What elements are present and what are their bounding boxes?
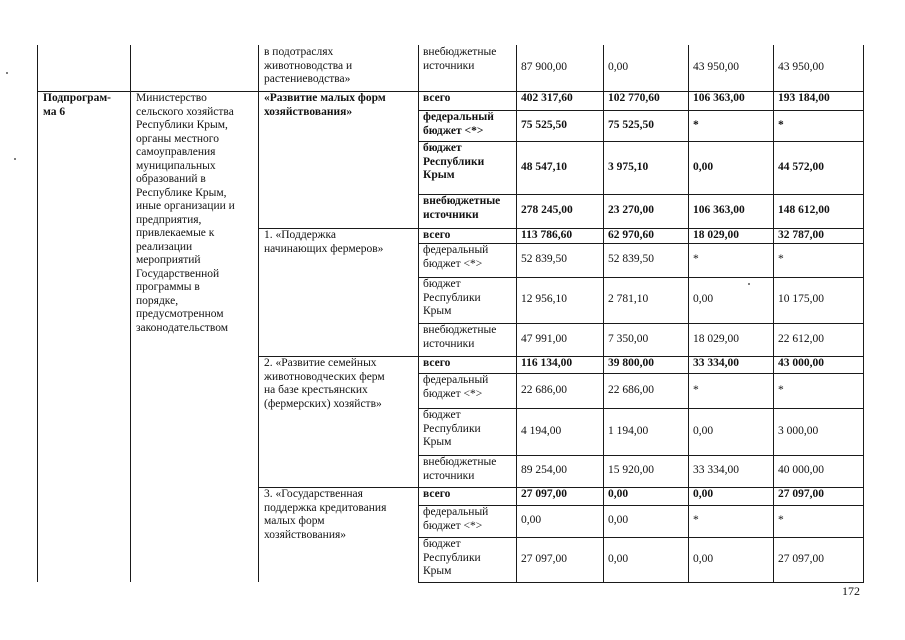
value-cell: 116 134,00 bbox=[521, 357, 573, 369]
value-cell: 43 950,00 bbox=[778, 61, 824, 73]
funding-source-cell: федеральный бюджет <*> bbox=[423, 244, 489, 270]
value-cell: 18 029,00 bbox=[693, 333, 739, 345]
value-cell: 27 097,00 bbox=[778, 488, 824, 500]
value-cell: 2 781,10 bbox=[608, 293, 649, 305]
funding-source-cell: всего bbox=[423, 357, 451, 369]
table-rule-horizontal bbox=[418, 582, 864, 583]
value-cell: 106 363,00 bbox=[693, 204, 745, 216]
activity-name: 1. «Поддержка начинающих фермеров» bbox=[264, 229, 384, 255]
funding-source-cell: федеральный бюджет <*> bbox=[423, 111, 494, 137]
activity-name: в подотраслях животноводства и растениеводства» bbox=[264, 46, 353, 85]
value-cell: 0,00 bbox=[608, 553, 629, 565]
value-cell: 113 786,60 bbox=[521, 229, 573, 241]
funding-source-cell: всего bbox=[423, 488, 451, 500]
subprogram-status-cell: Подпрограм- ма 6 bbox=[43, 92, 111, 118]
funding-source-cell: бюджет Республики Крым bbox=[423, 142, 485, 181]
value-cell: * bbox=[693, 514, 699, 526]
value-cell: * bbox=[778, 514, 784, 526]
value-cell: 193 184,00 bbox=[778, 92, 830, 104]
value-cell: 23 270,00 bbox=[608, 204, 654, 216]
table-rule-horizontal bbox=[418, 537, 864, 538]
value-cell: * bbox=[778, 384, 784, 396]
value-cell: 22 612,00 bbox=[778, 333, 824, 345]
scan-speck bbox=[6, 72, 8, 74]
table-rule-horizontal bbox=[418, 141, 864, 142]
value-cell: 0,00 bbox=[693, 553, 714, 565]
value-cell: 43 000,00 bbox=[778, 357, 824, 369]
funding-source-cell: бюджет Республики Крым bbox=[423, 278, 481, 317]
table-rule-vertical bbox=[773, 45, 774, 582]
table-rule-vertical bbox=[130, 45, 131, 582]
value-cell: 402 317,60 bbox=[521, 92, 573, 104]
value-cell: 0,00 bbox=[608, 61, 629, 73]
funding-source-cell: всего bbox=[423, 92, 451, 104]
value-cell: * bbox=[693, 119, 699, 131]
value-cell: 52 839,50 bbox=[521, 253, 567, 265]
value-cell: 44 572,00 bbox=[778, 161, 824, 173]
table-rule-horizontal bbox=[418, 408, 864, 409]
value-cell: 1 194,00 bbox=[608, 425, 649, 437]
value-cell: 12 956,10 bbox=[521, 293, 567, 305]
funding-source-cell: внебюджетные источники bbox=[423, 456, 497, 482]
value-cell: 0,00 bbox=[608, 488, 629, 500]
value-cell: 33 334,00 bbox=[693, 464, 739, 476]
responsible-executor-cell: Министерство сельского хозяйства Республики Крым, органы местного самоуправления муниципальных образований в Республике Крым, иные организации и предприятия, привлекаемые к реализации мероприятий Государственной программы в порядке, предусмотренном законодательством bbox=[136, 92, 235, 334]
value-cell: 89 254,00 bbox=[521, 464, 567, 476]
value-cell: 18 029,00 bbox=[693, 229, 739, 241]
value-cell: 106 363,00 bbox=[693, 92, 745, 104]
value-cell: 0,00 bbox=[521, 514, 542, 526]
table-rule-vertical bbox=[688, 45, 689, 582]
value-cell: * bbox=[778, 253, 784, 265]
activity-name: 3. «Государственная поддержка кредитования малых форм хозяйствования» bbox=[264, 488, 387, 541]
value-cell: 278 245,00 bbox=[521, 204, 573, 216]
activity-name: 2. «Развитие семейных животноводческих ферм на базе крестьянских (фермерских) хозяйств» bbox=[264, 357, 385, 410]
value-cell: 0,00 bbox=[608, 514, 629, 526]
funding-source-cell: внебюджетные источники bbox=[423, 195, 501, 221]
value-cell: 7 350,00 bbox=[608, 333, 649, 345]
value-cell: 4 194,00 bbox=[521, 425, 562, 437]
value-cell: 33 334,00 bbox=[693, 357, 739, 369]
value-cell: * bbox=[693, 253, 699, 265]
activity-name: «Развитие малых форм хозяйствования» bbox=[264, 92, 386, 118]
value-cell: 43 950,00 bbox=[693, 61, 739, 73]
value-cell: 0,00 bbox=[693, 161, 714, 173]
value-cell: 47 991,00 bbox=[521, 333, 567, 345]
table-rule-vertical bbox=[258, 45, 259, 582]
funding-source-cell: всего bbox=[423, 229, 451, 241]
value-cell: 27 097,00 bbox=[521, 553, 567, 565]
value-cell: 22 686,00 bbox=[608, 384, 654, 396]
scan-speck bbox=[14, 158, 16, 160]
table-rule-vertical bbox=[516, 45, 517, 582]
value-cell: * bbox=[693, 384, 699, 396]
table-rule-vertical bbox=[37, 45, 38, 582]
value-cell: 40 000,00 bbox=[778, 464, 824, 476]
value-cell: 22 686,00 bbox=[521, 384, 567, 396]
value-cell: 10 175,00 bbox=[778, 293, 824, 305]
value-cell: 3 975,10 bbox=[608, 161, 649, 173]
table-rule-horizontal bbox=[418, 277, 864, 278]
table-rule-vertical bbox=[603, 45, 604, 582]
value-cell: 0,00 bbox=[693, 425, 714, 437]
value-cell: 52 839,50 bbox=[608, 253, 654, 265]
value-cell: 148 612,00 bbox=[778, 204, 830, 216]
funding-source-cell: федеральный бюджет <*> bbox=[423, 506, 489, 532]
table-rule-vertical bbox=[418, 45, 419, 582]
table-rule-vertical bbox=[863, 45, 864, 582]
value-cell: 3 000,00 bbox=[778, 425, 819, 437]
value-cell: * bbox=[778, 119, 784, 131]
value-cell: 62 970,60 bbox=[608, 229, 654, 241]
funding-source-cell: внебюджетные источники bbox=[423, 46, 497, 72]
value-cell: 102 770,60 bbox=[608, 92, 660, 104]
value-cell: 39 800,00 bbox=[608, 357, 654, 369]
funding-source-cell: бюджет Республики Крым bbox=[423, 538, 481, 577]
value-cell: 27 097,00 bbox=[778, 553, 824, 565]
value-cell: 75 525,50 bbox=[521, 119, 567, 131]
value-cell: 27 097,00 bbox=[521, 488, 567, 500]
value-cell: 0,00 bbox=[693, 488, 714, 500]
page-number: 172 bbox=[842, 584, 860, 598]
value-cell: 15 920,00 bbox=[608, 464, 654, 476]
value-cell: 48 547,10 bbox=[521, 161, 567, 173]
scan-speck bbox=[748, 283, 750, 285]
value-cell: 32 787,00 bbox=[778, 229, 824, 241]
value-cell: 75 525,50 bbox=[608, 119, 654, 131]
funding-source-cell: бюджет Республики Крым bbox=[423, 409, 481, 448]
funding-source-cell: федеральный бюджет <*> bbox=[423, 374, 489, 400]
value-cell: 0,00 bbox=[693, 293, 714, 305]
funding-source-cell: внебюджетные источники bbox=[423, 324, 497, 350]
value-cell: 87 900,00 bbox=[521, 61, 567, 73]
